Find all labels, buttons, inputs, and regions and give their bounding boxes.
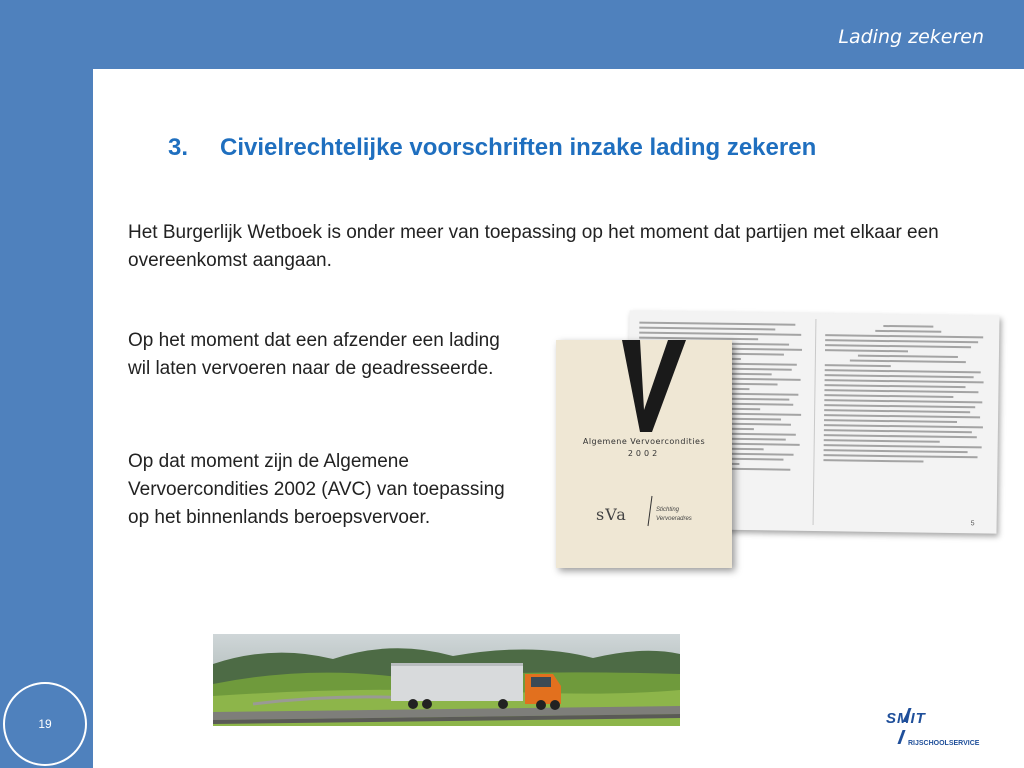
page-number: 19 (38, 717, 52, 731)
logo-subtitle: RIJSCHOOLSERVICE (908, 740, 980, 747)
booklet-organisation (656, 506, 692, 524)
document-fold (813, 319, 817, 525)
document-page-number: 5 (970, 520, 975, 528)
smit-logo (880, 708, 980, 754)
section-title (168, 134, 816, 162)
section-number: 3. (168, 134, 189, 161)
header-title: Lading zekeren (838, 26, 984, 48)
logo-slash-bottom (897, 730, 905, 744)
booklet-org-line-1: Stichting (656, 507, 680, 513)
truck-highway-photo (213, 634, 680, 726)
document-right-column (823, 321, 992, 523)
paragraph-avc: Op dat moment zijn de Algemene Vervoercondities 2002 (AVC) van toepassing op het binnenlands beroepsvervoer. (128, 451, 505, 528)
booklet-year: 2002 (627, 449, 661, 458)
intro-paragraph: Het Burgerlijk Wetboek is onder meer van toepassing op het moment dat partijen met elkaar een overeenkomst aangaan. (128, 222, 939, 271)
paragraph-sender: Op het moment dat een afzender een lading wil laten vervoeren naar de geadresseerde. (128, 330, 500, 379)
booklet-org-line-2: Vervoeradres (656, 516, 692, 522)
section-title-text: Civielrechtelijke voorschriften inzake lading zekeren (220, 134, 817, 161)
avc-booklet-image (556, 340, 732, 568)
logo-brand: SMIT (886, 710, 926, 727)
booklet-title: Algemene Vervoercondities (582, 437, 706, 446)
sva-logo: sVa (596, 505, 627, 524)
page-number-badge (3, 682, 87, 766)
truck-highway-scene (213, 634, 680, 726)
sidebar (0, 0, 93, 768)
